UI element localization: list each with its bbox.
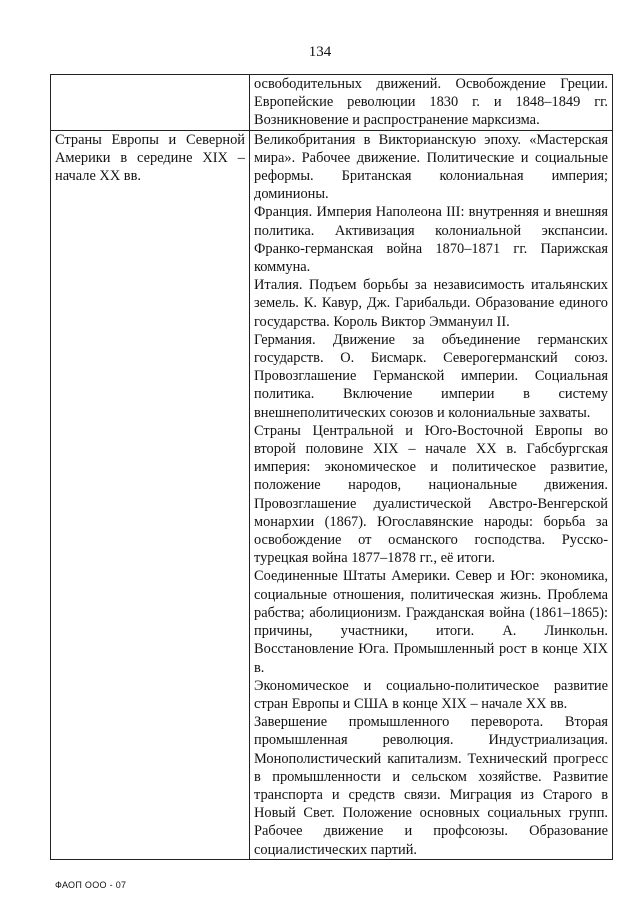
table-row bbox=[51, 75, 613, 131]
content-cell bbox=[250, 130, 613, 859]
content-cell bbox=[250, 75, 613, 131]
content-paragraph-germany: Германия. Движение за объединение германских государств. О. Бисмарк. Северогерманский союз. Провозглашение Германской империи. Социальная политика. Включение империи в систему внешнеполитических союзов и колониальные захваты. bbox=[254, 331, 608, 421]
content-paragraph-italy: Италия. Подъем борьбы за независимость итальянских земель. К. Кавур, Дж. Гарибальди. Образование единого государства. Король Виктор Эммануил II. bbox=[254, 277, 608, 330]
topic-cell: Страны Европы и Северной Америки в середине XIX – начале XX вв. bbox=[51, 130, 250, 859]
table-row bbox=[51, 130, 613, 859]
content-paragraph-usa: Соединенные Штаты Америки. Север и Юг: экономика, социальные отношения, политическая жизнь. Проблема рабства; аболиционизм. Гражданская война (1861–1865): причины, участники, итоги. А. Линкольн. Восстановление Юга. Промышленный рост в конце XIX в. bbox=[254, 568, 608, 676]
curriculum-table bbox=[50, 74, 613, 860]
page-number: 134 bbox=[308, 44, 332, 60]
content-paragraph-economic-development: Экономическое и социально-политическое развитие стран Европы и США в конце XIX – начале XX вв. bbox=[254, 677, 608, 712]
content-paragraph-france: Франция. Империя Наполеона III: внутренняя и внешняя политика. Активизация колониальной экспансии. Франко-германская война 1870–1871 гг. Парижская коммуна. bbox=[254, 204, 608, 276]
topic-cell bbox=[51, 75, 250, 131]
content-paragraph-central-europe: Страны Центральной и Юго-Восточной Европы во второй половине XIX – начале XX в. Габсбургская империя: экономическое и политическое развитие, положение народов, национальные движения. Провозглашение дуалистической Австро-Венгерской монархии (1867). Югославянские народы: борьба за освобождение от османского господства. Русско-турецкая война 1877–1878 гг., её итоги. bbox=[254, 422, 608, 567]
content-paragraph-industrial-revolution: Завершение промышленного переворота. Вторая промышленная революция. Индустриализация. Монополистический капитализм. Технический прогресс в промышленности и сельском хозяйстве. Развитие транспорта и средств связи. Миграция из Старого в Новый Свет. Положение основных социальных групп. Рабочее движение и профсоюзы. Образование социалистических партий. bbox=[254, 714, 608, 858]
content-paragraph: освободительных движений. Освобождение Греции. Европейские революции 1830 г. и 1848–1849 гг. Возникновение и распространение марксизма. bbox=[254, 76, 608, 129]
content-paragraph-great-britain: Великобритания в Викторианскую эпоху. «Мастерская мира». Рабочее движение. Политические и социальные реформы. Британская колониальная империя; доминионы. bbox=[254, 131, 608, 203]
footer-document-code: ФАОП ООО - 07 bbox=[55, 880, 127, 890]
